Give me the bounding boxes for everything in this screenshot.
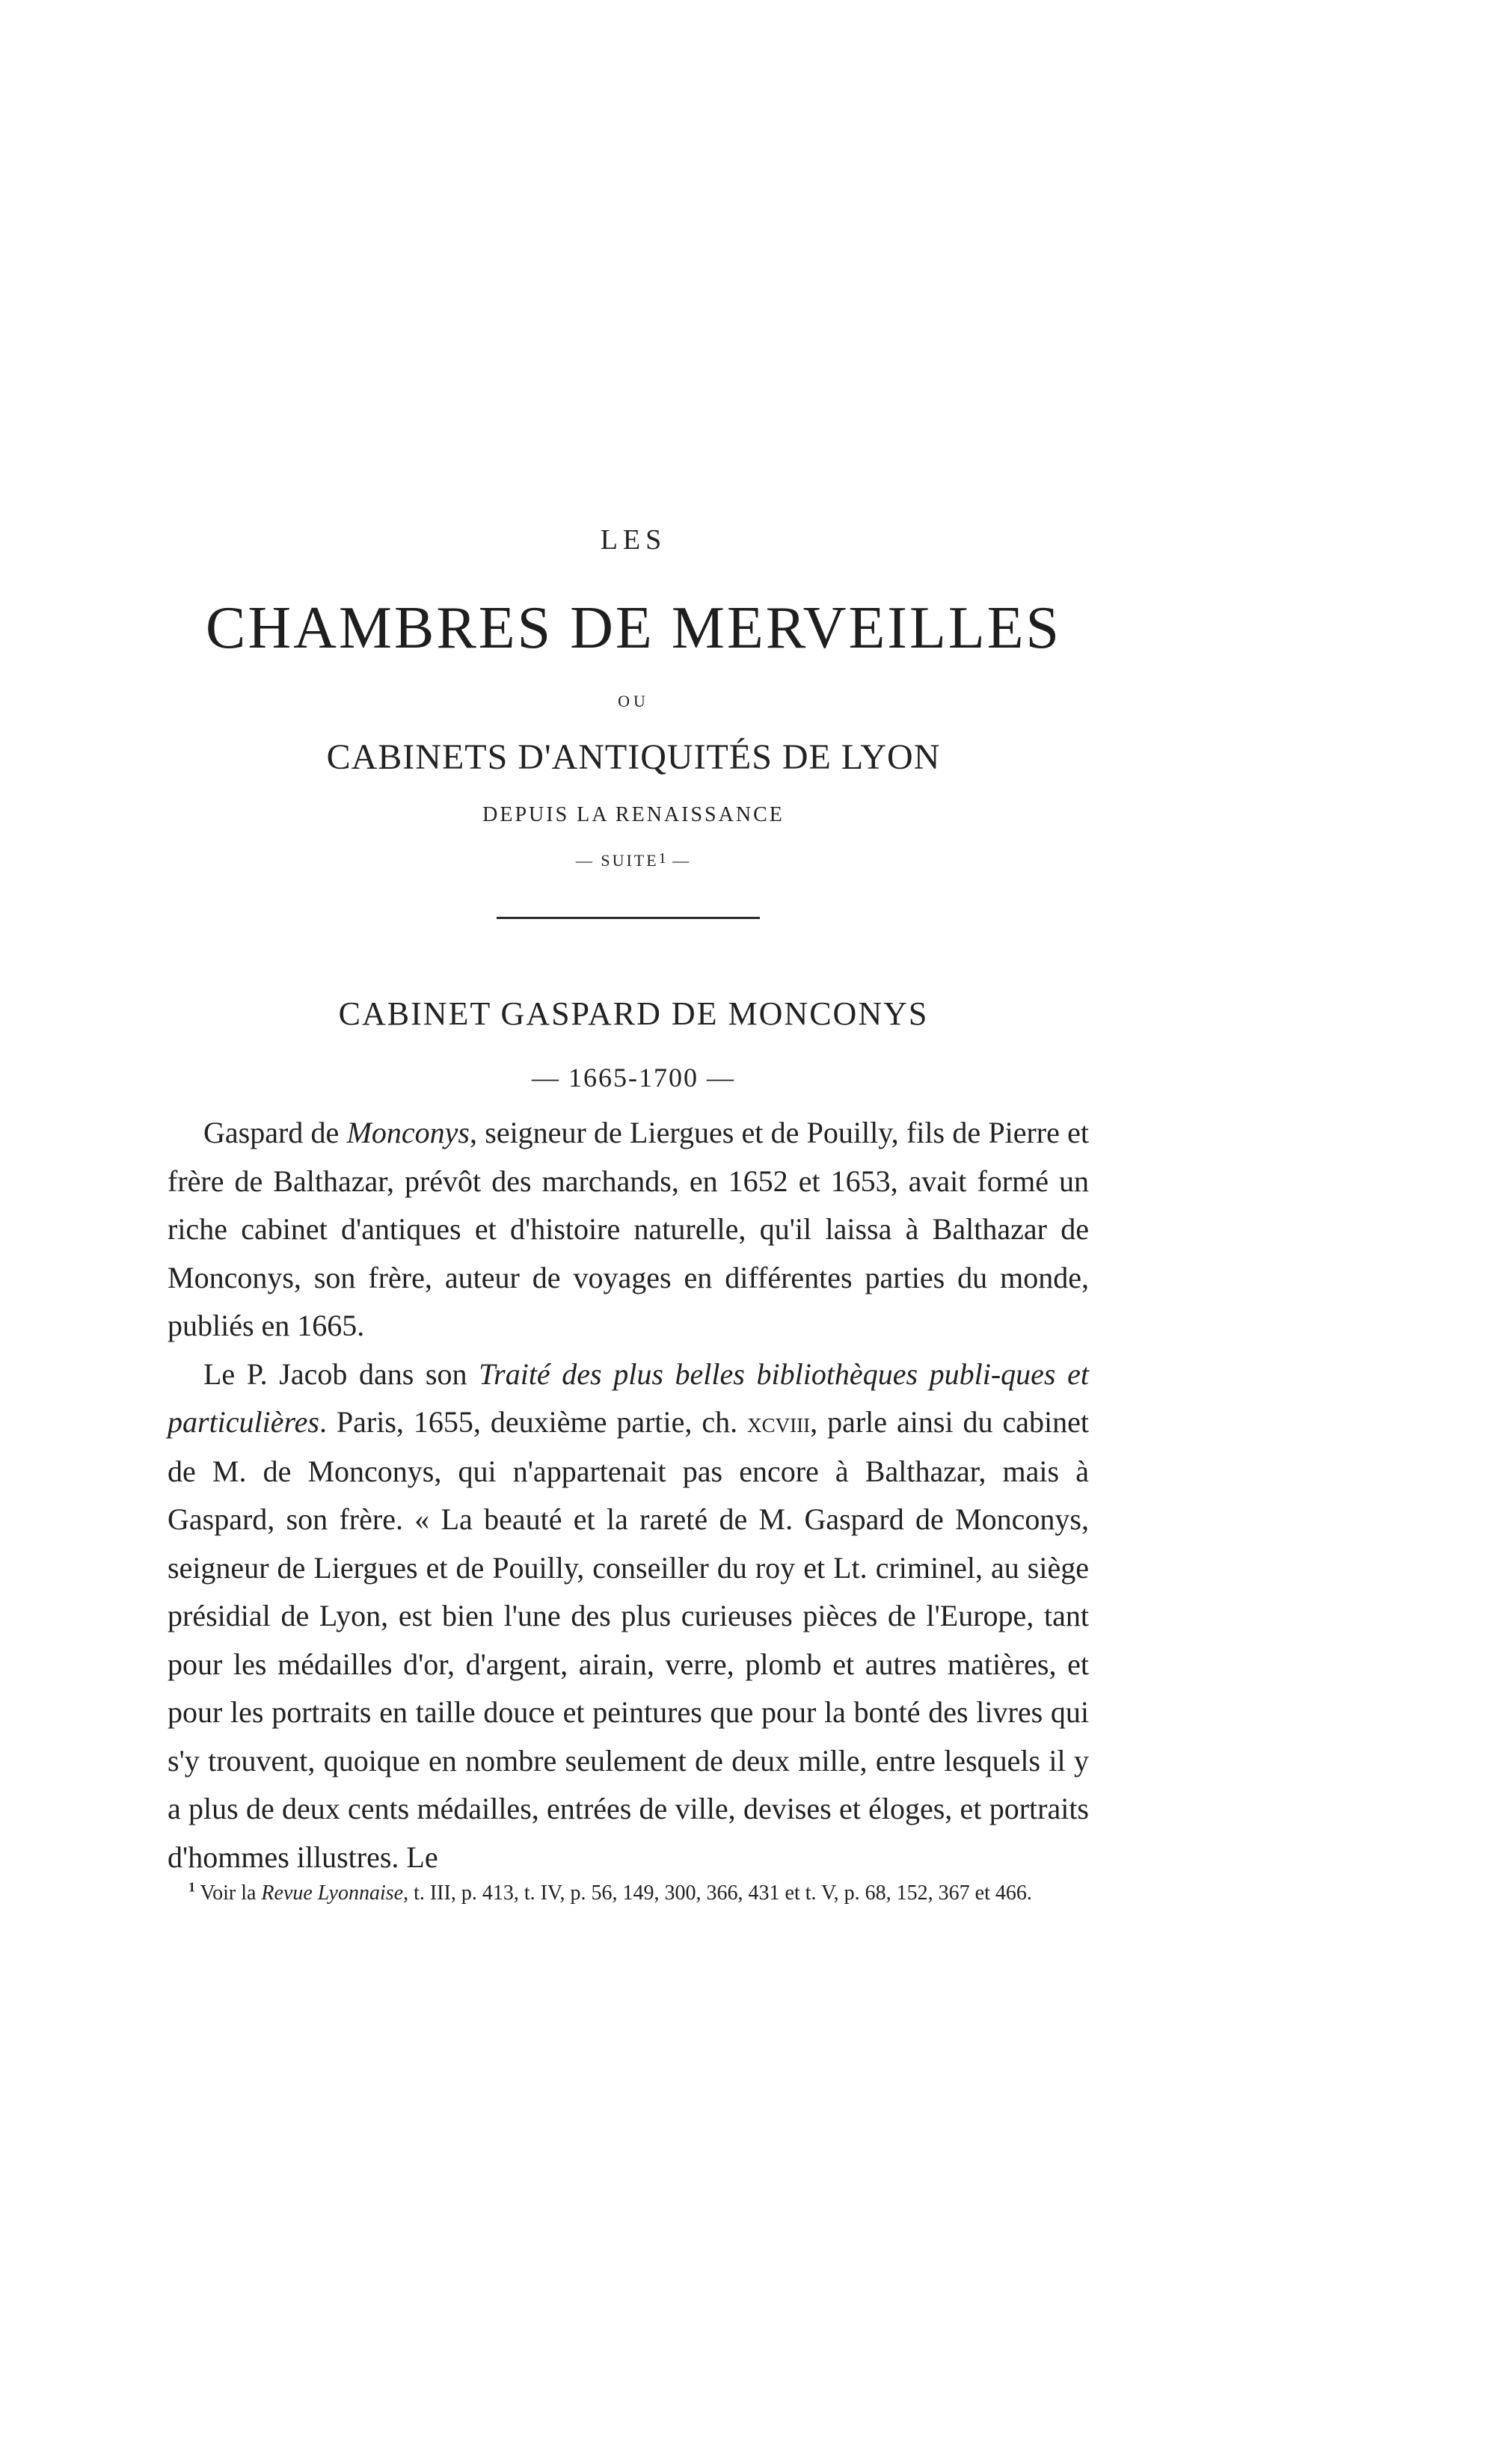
p2-part-a: Le P. Jacob dans son	[203, 1357, 479, 1391]
paragraph-2	[168, 1351, 1089, 1882]
p1-name: Monconys	[346, 1116, 470, 1149]
p2-part-c: , parle ainsi du cabinet de M. de Monconys, qui n'appartenait pas encore à Balthazar, mais à Gaspard, son frère. « La beauté et la rareté de M. Gaspard de Monconys, seigneur de Liergues et de Pouilly, conseiller du roy et Lt. criminel, au siège présidial de Lyon, est bien l'une des plus curieuses pièces de l'Europe, tant pour les médailles d'or, d'argent, airain, verre, plomb et autres matières, et pour les portraits en taille douce et peintures que pour la bonté des livres qui s'y trouvent, quoique en nombre seulement de deux mille, entre lesquels il y a plus de deux cents médailles, entrées de ville, devises et éloges, et portraits d'hommes illustres. Le	[168, 1405, 1090, 1874]
body-text	[168, 1109, 1089, 1881]
footnote-part-a: Voir la	[195, 1881, 262, 1905]
subtitle: CABINETS D'ANTIQUITÉS DE LYON	[326, 737, 941, 777]
main-title: CHAMBRES DE MERVEILLES	[205, 595, 1062, 661]
p1-part-b: , seigneur de Liergues et de Pouilly, fils de Pierre et frère de Balthazar, prévôt des marchands, en 1652 et 1653, avait formé un riche cabinet d'antiques et d'histoire naturelle, qu'il laissa à Balthazar de Monconys, son frère, auteur de voyages en différentes parties du monde, publiés en 1665.	[168, 1116, 1089, 1342]
subtitle-period: DEPUIS LA RENAISSANCE	[482, 803, 785, 826]
footnote	[168, 1877, 1089, 1910]
paragraph-1	[168, 1109, 1089, 1351]
footnote-part-b: , t. III, p. 413, t. IV, p. 56, 149, 300, 366, 431 et t. V, p. 68, 152, 367 et 466.	[403, 1881, 1032, 1905]
section-divider	[497, 917, 760, 919]
section-dates: — 1665-1700 —	[532, 1063, 735, 1093]
continuation-label: — SUITE	[575, 851, 659, 870]
p1-part-a: Gaspard de	[203, 1116, 347, 1149]
footnote-journal: Revue Lyonnaise	[261, 1881, 404, 1905]
footnote-ref-marker[interactable]: 1	[658, 850, 666, 867]
continuation-note	[0, 851, 1267, 870]
continuation-suffix: —	[666, 851, 692, 870]
pre-title: LES	[600, 524, 667, 556]
footnote-marker: 1	[188, 1879, 195, 1895]
p2-part-b: . Paris, 1655, deuxième partie, ch.	[319, 1405, 748, 1439]
footnote-1	[168, 1877, 1089, 1910]
title-conjunction: OU	[618, 692, 649, 710]
section-title: CABINET GASPARD DE MONCONYS	[338, 995, 929, 1032]
p2-book-title: Traité des plus belles bibliothèques publi-ques et particulières	[168, 1357, 1089, 1439]
p2-chapter: xcviii	[747, 1407, 811, 1439]
